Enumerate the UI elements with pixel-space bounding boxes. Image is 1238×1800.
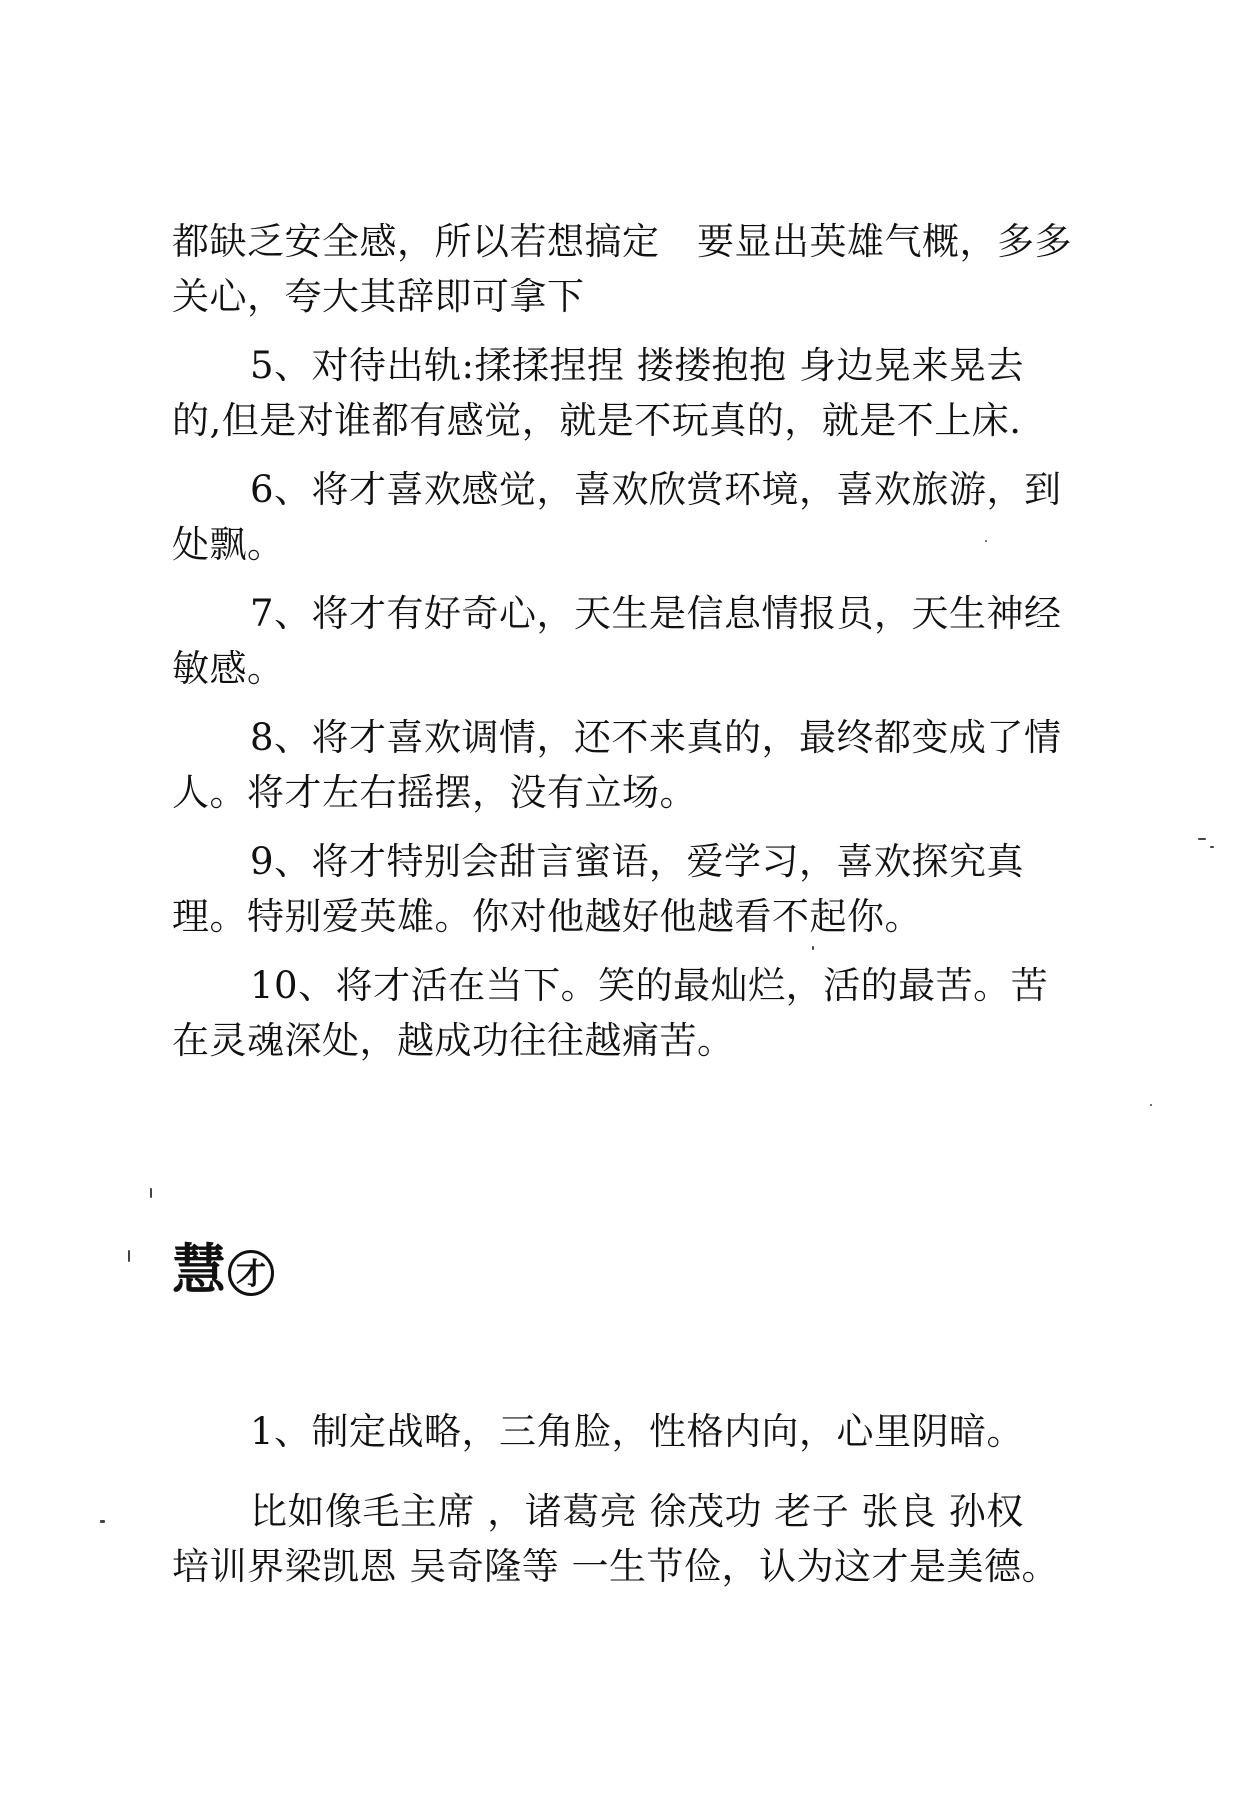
paragraph-text: 5、对待出轨:揉揉捏捏 搂搂抱抱 身边晃来晃去的,但是对谁都有感觉，就是不玩真的，就是不上床. [172,344,1025,442]
section-paragraph-2 [172,1484,1072,1594]
scan-speck [985,540,987,542]
paragraph-text: 8、将才喜欢调情，还不来真的，最终都变成了情人。将才左右摇摆，没有立场。 [172,716,1062,814]
paragraph-item-8 [172,710,1072,820]
section-heading [172,1238,274,1302]
paragraph-item-5 [172,338,1072,448]
scan-speck [100,1520,105,1523]
paragraph-continuation [172,214,1072,324]
scan-speck [1198,838,1206,840]
paragraph-text: 都缺乏安全感，所以若想搞定 要显出英雄气概，多多关心，夸大其辞即可拿下 [172,220,1072,318]
paragraph-text: 6、将才喜欢感觉，喜欢欣赏环境，喜欢旅游，到处飘。 [172,468,1062,566]
paragraph-text: 1、制定战略，三角脸，性格内向，心里阴暗。 [250,1410,1025,1453]
scan-speck [812,946,814,950]
section-heading-circled-char: 才 [228,1250,274,1296]
section-paragraph-1 [172,1404,1072,1459]
paragraph-text: 10、将才活在当下。笑的最灿烂，活的最苦。苦在灵魂深处，越成功往往越痛苦。 [172,964,1049,1062]
scan-speck [1210,846,1214,848]
paragraph-item-7 [172,586,1072,696]
paragraph-item-10 [172,958,1072,1068]
scan-speck [128,1250,130,1262]
paragraph-text: 7、将才有好奇心，天生是信息情报员，天生神经敏感。 [172,592,1062,690]
paragraph-item-6 [172,462,1072,572]
section-heading-main: 慧 [172,1238,226,1301]
scan-speck [150,1188,152,1198]
paragraph-item-9 [172,834,1072,944]
paragraph-text: 比如像毛主席 ，诸葛亮 徐茂功 老子 张良 孙权 培训界梁凯恩 吴奇隆等 一生节俭，认为这才是美德。 [172,1490,1060,1588]
paragraph-text: 9、将才特别会甜言蜜语，爱学习，喜欢探究真理。特别爱英雄。你对他越好他越看不起你。 [172,840,1025,938]
scan-speck [1150,1104,1152,1106]
